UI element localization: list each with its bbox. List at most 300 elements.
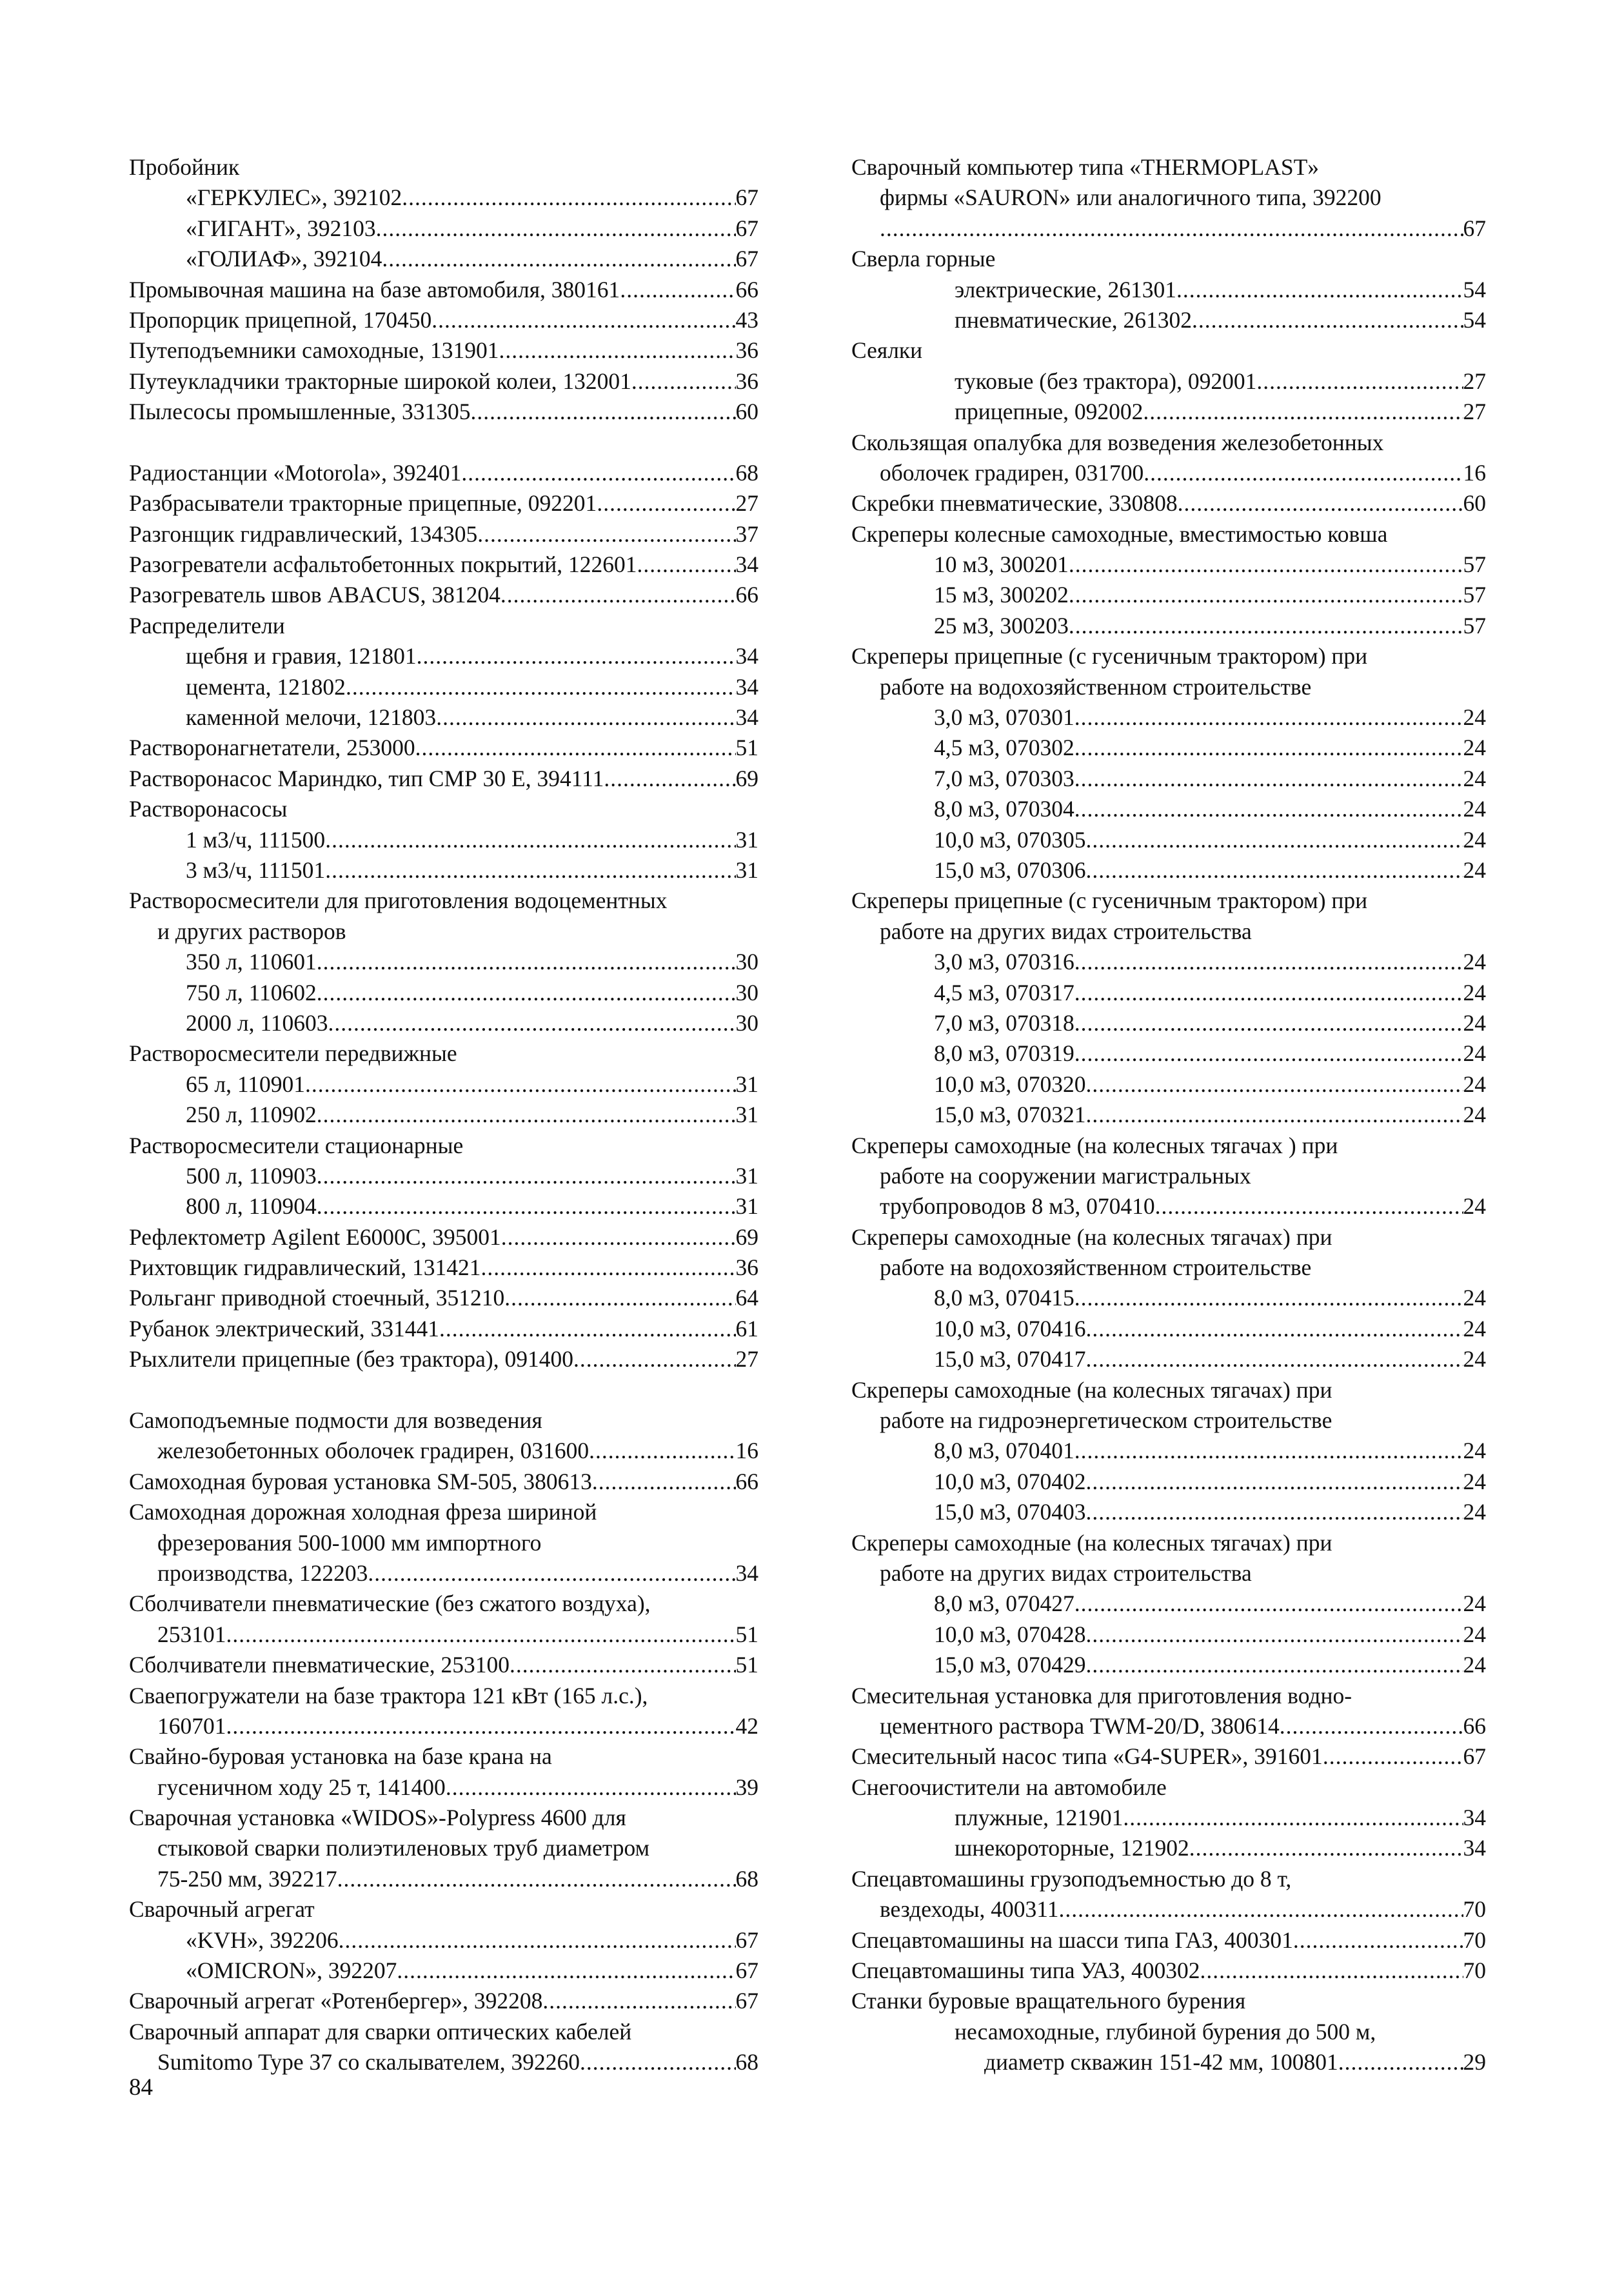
dot-leader — [431, 305, 735, 335]
index-entry — [851, 611, 1486, 641]
index-entry — [851, 947, 1486, 977]
entry-text: пневматические, 261302 — [955, 306, 1192, 333]
dot-leader — [328, 1008, 736, 1038]
page-ref: 31 — [735, 1071, 758, 1097]
dot-leader — [1069, 580, 1463, 610]
index-entry — [129, 764, 758, 794]
page-ref: 24 — [1463, 1315, 1486, 1342]
index-heading — [851, 519, 1486, 550]
page-ref: 24 — [1463, 1438, 1486, 1464]
index-entry — [851, 1711, 1486, 1741]
index-entry — [851, 1008, 1486, 1038]
page-ref: 57 — [1463, 551, 1486, 578]
entry-text: «OMICRON», 392207 — [186, 1957, 397, 1984]
entry-text: работе на сооружении магистральных — [880, 1162, 1251, 1189]
entry-text: 10,0 м3, 070428 — [934, 1621, 1086, 1647]
entry-text: 65 л, 110901 — [186, 1071, 306, 1097]
index-entry — [129, 641, 758, 671]
page-ref: 24 — [1463, 704, 1486, 731]
index-entry — [129, 305, 758, 335]
index-entry — [851, 1069, 1486, 1100]
page-ref: 36 — [735, 337, 758, 364]
index-heading — [851, 1528, 1486, 1558]
index-entry — [129, 335, 758, 366]
entry-text: Скользящая опалубка для возведения железобетонных — [851, 429, 1384, 455]
dot-leader — [573, 1344, 735, 1374]
page-ref: 51 — [735, 735, 758, 761]
entry-text: 8,0 м3, 070415 — [934, 1285, 1074, 1311]
entry-text: Сварочный агрегат «Ротенбергер», 392208 — [129, 1988, 543, 2014]
index-entry — [851, 825, 1486, 855]
entry-text: прицепные, 092002 — [955, 399, 1144, 425]
index-entry — [129, 580, 758, 610]
page-ref: 24 — [1463, 1102, 1486, 1128]
entry-text: 10,0 м3, 070402 — [934, 1468, 1086, 1494]
entry-text: Распределители — [129, 612, 285, 639]
dot-leader — [1085, 1069, 1463, 1100]
index-heading — [851, 641, 1486, 671]
page-ref: 68 — [735, 459, 758, 486]
index-heading — [129, 1497, 758, 1527]
entry-text: цементного раствора TWM-20/D, 380614 — [880, 1712, 1280, 1739]
index-heading — [851, 672, 1486, 702]
entry-text: Растворосмесители передвижные — [129, 1040, 457, 1067]
dot-leader — [1074, 1283, 1463, 1313]
index-entry — [851, 1650, 1486, 1680]
dot-leader — [1069, 611, 1463, 641]
index-entry — [129, 2047, 758, 2077]
entry-text: 10,0 м3, 070416 — [934, 1315, 1086, 1342]
dot-leader — [397, 1956, 735, 1986]
dot-leader — [346, 672, 736, 702]
entry-text: Скреперы самоходные (на колесных тягачах) при — [851, 1224, 1332, 1250]
index-heading — [851, 1405, 1486, 1436]
index-heading — [851, 1986, 1486, 2016]
dot-leader — [501, 1222, 736, 1253]
entry-text: Сварочный компьютер типа «THERMOPLAST» — [851, 154, 1320, 180]
index-entry — [129, 1650, 758, 1680]
index-entry — [851, 1803, 1486, 1833]
dot-leader — [542, 1986, 735, 2016]
index-entry — [851, 213, 1486, 244]
page-ref: 67 — [735, 1988, 758, 2014]
page-ref: 67 — [1463, 215, 1486, 241]
index-entry — [851, 1925, 1486, 1956]
page-ref: 24 — [1463, 949, 1486, 975]
page-ref: 66 — [1463, 1712, 1486, 1739]
index-heading — [851, 917, 1486, 947]
page-ref: 66 — [735, 1468, 758, 1494]
entry-text: работе на других видах строительства — [880, 918, 1252, 944]
index-heading — [851, 335, 1486, 366]
page-ref: 24 — [1463, 1590, 1486, 1617]
dot-leader — [439, 1314, 735, 1344]
index-entry — [851, 1467, 1486, 1497]
dot-leader — [500, 580, 736, 610]
entry-text: Скребки пневматические, 330808 — [851, 490, 1178, 517]
page-ref: 36 — [735, 1254, 758, 1281]
index-entry — [129, 1772, 758, 1803]
entry-text: Самоходная дорожная холодная фреза шириной — [129, 1499, 597, 1525]
index-entry — [851, 1283, 1486, 1313]
dot-leader — [1074, 764, 1463, 794]
page-ref: 24 — [1463, 1071, 1486, 1097]
page-ref: 27 — [1463, 399, 1486, 425]
index-entry — [851, 1589, 1486, 1619]
page-ref: 70 — [1463, 1957, 1486, 1984]
entry-text: Рихтовщик гидравлический, 131421 — [129, 1254, 481, 1281]
page-ref: 31 — [735, 1193, 758, 1220]
entry-text: гусеничном ходу 25 т, 141400 — [157, 1774, 446, 1800]
dot-leader — [1155, 1191, 1463, 1222]
entry-text: 7,0 м3, 070303 — [934, 765, 1074, 791]
entry-text: Рефлектометр Agilent E6000C, 395001 — [129, 1224, 501, 1250]
index-entry — [129, 1620, 758, 1650]
entry-text: «KVH», 392206 — [186, 1927, 339, 1953]
entry-text: 350 л, 110601 — [186, 949, 317, 975]
index-entry — [851, 1314, 1486, 1344]
entry-text: трубопроводов 8 м3, 070410 — [880, 1193, 1155, 1220]
dot-leader — [415, 733, 736, 763]
entry-text: Спецавтомашины на шасси типа ГАЗ, 400301 — [851, 1927, 1293, 1953]
dot-leader — [1074, 1008, 1463, 1038]
page-ref: 30 — [735, 949, 758, 975]
page-ref: 67 — [1463, 1743, 1486, 1770]
entry-text: шнекороторные, 121902 — [955, 1835, 1189, 1861]
dot-leader — [1069, 550, 1463, 580]
index-entry — [129, 1161, 758, 1191]
entry-text: «ГЕРКУЛЕС», 392102 — [186, 184, 402, 211]
index-entry — [851, 458, 1486, 488]
dot-leader — [1085, 1650, 1463, 1680]
page-ref: 24 — [1463, 765, 1486, 791]
dot-leader — [1085, 1620, 1463, 1650]
entry-text: Скреперы самоходные (на колесных тягачах) при — [851, 1529, 1332, 1556]
page-ref: 24 — [1463, 1193, 1486, 1220]
dot-leader — [604, 764, 735, 794]
page-ref: 67 — [735, 184, 758, 211]
index-entry — [129, 825, 758, 855]
entry-text: несамоходные, глубиной бурения до 500 м, — [955, 2018, 1376, 2045]
index-entry — [129, 183, 758, 213]
entry-text: Скреперы колесные самоходные, вместимостью ковша — [851, 520, 1388, 547]
index-heading — [129, 1589, 758, 1619]
page-ref: 67 — [735, 215, 758, 241]
entry-text: 4,5 м3, 070317 — [934, 979, 1074, 1006]
page-ref: 27 — [1463, 368, 1486, 394]
page-ref: 27 — [735, 1346, 758, 1372]
index-heading — [851, 1161, 1486, 1191]
index-entry — [851, 1620, 1486, 1650]
page-ref: 34 — [735, 704, 758, 731]
page-ref: 67 — [735, 1957, 758, 1984]
index-entry — [851, 488, 1486, 519]
page-ref: 24 — [1463, 1285, 1486, 1311]
entry-text: Рубанок электрический, 331441 — [129, 1315, 440, 1342]
index-entry — [129, 733, 758, 763]
entry-text: Пробойник — [129, 154, 240, 180]
entry-text: 10,0 м3, 070305 — [934, 826, 1086, 853]
index-heading — [129, 2017, 758, 2047]
dot-leader — [504, 1283, 735, 1313]
index-entry — [851, 702, 1486, 733]
entry-text: Сболчиватели пневматические, 253100 — [129, 1652, 510, 1678]
page-ref: 34 — [1463, 1805, 1486, 1831]
dot-leader — [1189, 1833, 1463, 1863]
index-entry — [851, 1956, 1486, 1986]
entry-text: Пылесосы промышленные, 331305 — [129, 399, 471, 425]
entry-text: 15,0 м3, 070417 — [934, 1346, 1086, 1372]
entry-text: фрезерования 500-1000 мм импортного — [157, 1529, 542, 1556]
dot-leader — [1074, 794, 1463, 824]
entry-text: 3,0 м3, 070301 — [934, 704, 1074, 731]
entry-text: Путеукладчики тракторные широкой колеи, 132001 — [129, 368, 631, 394]
page-ref: 57 — [1463, 612, 1486, 639]
entry-text: 8,0 м3, 070319 — [934, 1040, 1074, 1067]
page-ref: 34 — [735, 551, 758, 578]
index-entry — [129, 1925, 758, 1956]
page-ref: 24 — [1463, 1040, 1486, 1067]
index-heading — [851, 428, 1486, 458]
page-ref: 24 — [1463, 1621, 1486, 1647]
index-entry — [851, 794, 1486, 824]
index-entry — [851, 1191, 1486, 1222]
entry-text: 15,0 м3, 070306 — [934, 857, 1086, 883]
entry-text: Разбрасыватели тракторные прицепные, 092201 — [129, 490, 597, 517]
dot-leader — [1058, 1894, 1463, 1925]
entry-text: Скреперы прицепные (с гусеничным трактором) при — [851, 887, 1368, 914]
index-entry — [129, 488, 758, 519]
entry-text: Растворонасосы — [129, 796, 288, 822]
page-ref: 54 — [1463, 306, 1486, 333]
dot-leader — [592, 1467, 736, 1497]
index-entry — [129, 458, 758, 488]
entry-text: работе на водохозяйственном строительстве — [880, 673, 1312, 700]
page-ref: 66 — [735, 582, 758, 608]
index-entry — [129, 1069, 758, 1100]
entry-text: Рольганг приводной стоечный, 351210 — [129, 1285, 505, 1311]
index-heading — [129, 152, 758, 183]
page-ref: 42 — [735, 1712, 758, 1739]
page-ref: 70 — [1463, 1896, 1486, 1923]
entry-text: 3 м3/ч, 111501 — [186, 857, 326, 883]
dot-leader — [499, 335, 735, 366]
entry-text: каменной мелочи, 121803 — [186, 704, 437, 731]
entry-text: Растворонасос Мариндко, тип СМР 30 Е, 394111 — [129, 765, 604, 791]
entry-text: 250 л, 110902 — [186, 1102, 317, 1128]
page-ref: 68 — [735, 1865, 758, 1892]
entry-text: 8,0 м3, 070427 — [934, 1590, 1074, 1617]
entry-text: Сварочный агрегат — [129, 1896, 315, 1923]
dot-leader — [637, 550, 735, 580]
entry-text: 7,0 м3, 070318 — [934, 1009, 1074, 1036]
dot-leader — [325, 825, 735, 855]
dot-leader — [1074, 702, 1463, 733]
dot-leader — [417, 641, 736, 671]
dot-leader — [376, 213, 736, 244]
dot-leader — [317, 1191, 736, 1222]
page-ref: 30 — [735, 1009, 758, 1036]
entry-text: 160701 — [157, 1712, 226, 1739]
index-heading — [851, 1772, 1486, 1803]
entry-text: Растворонагнетатели, 253000 — [129, 735, 415, 761]
dot-leader — [1074, 733, 1463, 763]
entry-text: Промывочная машина на базе автомобиля, 380161 — [129, 276, 620, 302]
index-entry — [129, 1558, 758, 1589]
entry-text: 500 л, 110903 — [186, 1162, 317, 1189]
dot-leader — [1178, 488, 1463, 519]
index-entry — [129, 1100, 758, 1130]
dot-leader — [226, 1620, 736, 1650]
entry-text: Свайно-буровая установка на базе крана на — [129, 1743, 552, 1770]
entry-text: диаметр скважин 151-42 мм, 100801 — [984, 2049, 1338, 2076]
entry-text: 75-250 мм, 392217 — [157, 1865, 337, 1892]
dot-leader — [620, 275, 735, 305]
page-ref: 29 — [1463, 2049, 1486, 2076]
dot-leader — [1085, 1100, 1463, 1130]
dot-leader — [1085, 825, 1463, 855]
index-entry — [851, 1344, 1486, 1374]
entry-text: «ГОЛИАФ», 392104 — [186, 246, 382, 272]
dot-leader — [1176, 275, 1463, 305]
index-heading — [129, 1131, 758, 1161]
entry-text: Сваепогружатели на базе трактора 121 кВт (165 л.с.), — [129, 1682, 648, 1709]
page-ref: 67 — [735, 246, 758, 272]
index-entry — [851, 855, 1486, 886]
dot-leader — [580, 2047, 736, 2077]
index-heading — [851, 1375, 1486, 1405]
dot-leader — [1338, 2047, 1463, 2077]
index-entry — [129, 1344, 758, 1374]
dot-leader — [368, 1558, 735, 1589]
dot-leader — [1074, 947, 1463, 977]
entry-text: Смесительная установка для приготовления водно- — [851, 1682, 1352, 1709]
entry-text: Sumitomo Type 37 со скалывателем, 392260 — [157, 2049, 580, 2076]
dot-leader — [1280, 1711, 1463, 1741]
page-ref: 31 — [735, 1162, 758, 1189]
index-heading — [851, 1131, 1486, 1161]
entry-text: 1 м3/ч, 111500 — [186, 826, 326, 853]
page-ref: 68 — [735, 2049, 758, 2076]
index-heading — [129, 1681, 758, 1711]
entry-text: Сварочная установка «WIDOS»-Polypress 4600 для — [129, 1805, 626, 1831]
index-entry — [851, 2047, 1486, 2077]
page-ref: 34 — [1463, 1835, 1486, 1861]
index-heading — [851, 1864, 1486, 1894]
index-heading — [851, 1253, 1486, 1283]
index-entry — [851, 1741, 1486, 1772]
dot-leader — [1074, 978, 1463, 1008]
dot-leader — [1143, 397, 1463, 427]
index-entry — [851, 1833, 1486, 1863]
entry-text: Сверла горные — [851, 246, 996, 272]
entry-text: Самоходная буровая установка SM-505, 380613 — [129, 1468, 592, 1494]
index-heading — [129, 917, 758, 947]
entry-text: 4,5 м3, 070302 — [934, 735, 1074, 761]
page-ref: 69 — [735, 765, 758, 791]
dot-leader — [1085, 1467, 1463, 1497]
page-ref: 37 — [735, 520, 758, 547]
dot-leader — [1074, 1589, 1463, 1619]
index-entry — [851, 1436, 1486, 1466]
index-entry — [129, 1283, 758, 1313]
index-entry — [129, 1864, 758, 1894]
entry-text: Сболчиватели пневматические (без сжатого воздуха), — [129, 1590, 651, 1617]
dot-leader — [1085, 1344, 1463, 1374]
dot-leader — [1256, 366, 1463, 397]
page-ref: 24 — [1463, 1468, 1486, 1494]
index-entry — [851, 275, 1486, 305]
dot-leader — [1085, 1497, 1463, 1527]
dot-leader — [589, 1436, 735, 1466]
entry-text: 2000 л, 110603 — [186, 1009, 328, 1036]
page-ref: 66 — [735, 276, 758, 302]
page-ref: 24 — [1463, 826, 1486, 853]
entry-text: 15 м3, 300202 — [934, 582, 1069, 608]
entry-text: Станки буровые вращательного бурения — [851, 1988, 1246, 2014]
entry-text: железобетонных оболочек градирен, 031600 — [157, 1438, 589, 1464]
index-heading — [851, 1681, 1486, 1711]
index-entry — [851, 733, 1486, 763]
page-ref: 24 — [1463, 857, 1486, 883]
dot-leader — [631, 366, 736, 397]
entry-text: Сварочный аппарат для сварки оптических кабелей — [129, 2018, 632, 2045]
index-entry — [129, 702, 758, 733]
index-entry — [129, 519, 758, 550]
entry-text: Рыхлители прицепные (без трактора), 091400 — [129, 1346, 574, 1372]
entry-text: работе на гидроэнергетическом строительстве — [880, 1407, 1332, 1434]
index-heading — [851, 886, 1486, 916]
index-heading — [851, 1558, 1486, 1589]
index-column-left — [129, 152, 758, 2078]
entry-text: работе на других видах строительства — [880, 1560, 1252, 1586]
section-gap — [129, 428, 758, 458]
index-entry — [129, 1253, 758, 1283]
index-entry — [129, 366, 758, 397]
page-ref: 64 — [735, 1285, 758, 1311]
index-entry — [851, 397, 1486, 427]
index-heading — [129, 1038, 758, 1069]
entry-text: 10,0 м3, 070320 — [934, 1071, 1086, 1097]
dot-leader — [226, 1711, 736, 1741]
entry-text: стыковой сварки полиэтиленовых труб диаметром — [157, 1835, 650, 1861]
entry-text: фирмы «SAURON» или аналогичного типа, 392200 — [880, 184, 1381, 211]
dot-leader — [402, 183, 735, 213]
entry-text: 253101 — [157, 1621, 226, 1647]
entry-text: 800 л, 110904 — [186, 1193, 317, 1220]
index-heading — [129, 1528, 758, 1558]
page-ref: 16 — [735, 1438, 758, 1464]
entry-text: электрические, 261301 — [955, 276, 1177, 302]
dot-leader — [305, 1069, 735, 1100]
page-ref: 60 — [1463, 490, 1486, 517]
index-entry — [129, 947, 758, 977]
index-entry — [129, 1436, 758, 1466]
page-ref: 31 — [735, 857, 758, 883]
dot-leader — [1074, 1436, 1463, 1466]
entry-text: Скреперы прицепные (с гусеничным трактором) при — [851, 643, 1368, 669]
index-entry — [129, 1986, 758, 2016]
index-entry — [851, 764, 1486, 794]
page-ref: 31 — [735, 1102, 758, 1128]
page-ref: 24 — [1463, 735, 1486, 761]
page-ref: 51 — [735, 1652, 758, 1678]
index-entry — [129, 1008, 758, 1038]
index-heading — [129, 1833, 758, 1863]
dot-leader — [461, 458, 735, 488]
dot-leader — [317, 978, 736, 1008]
entry-text: цемента, 121802 — [186, 673, 346, 700]
